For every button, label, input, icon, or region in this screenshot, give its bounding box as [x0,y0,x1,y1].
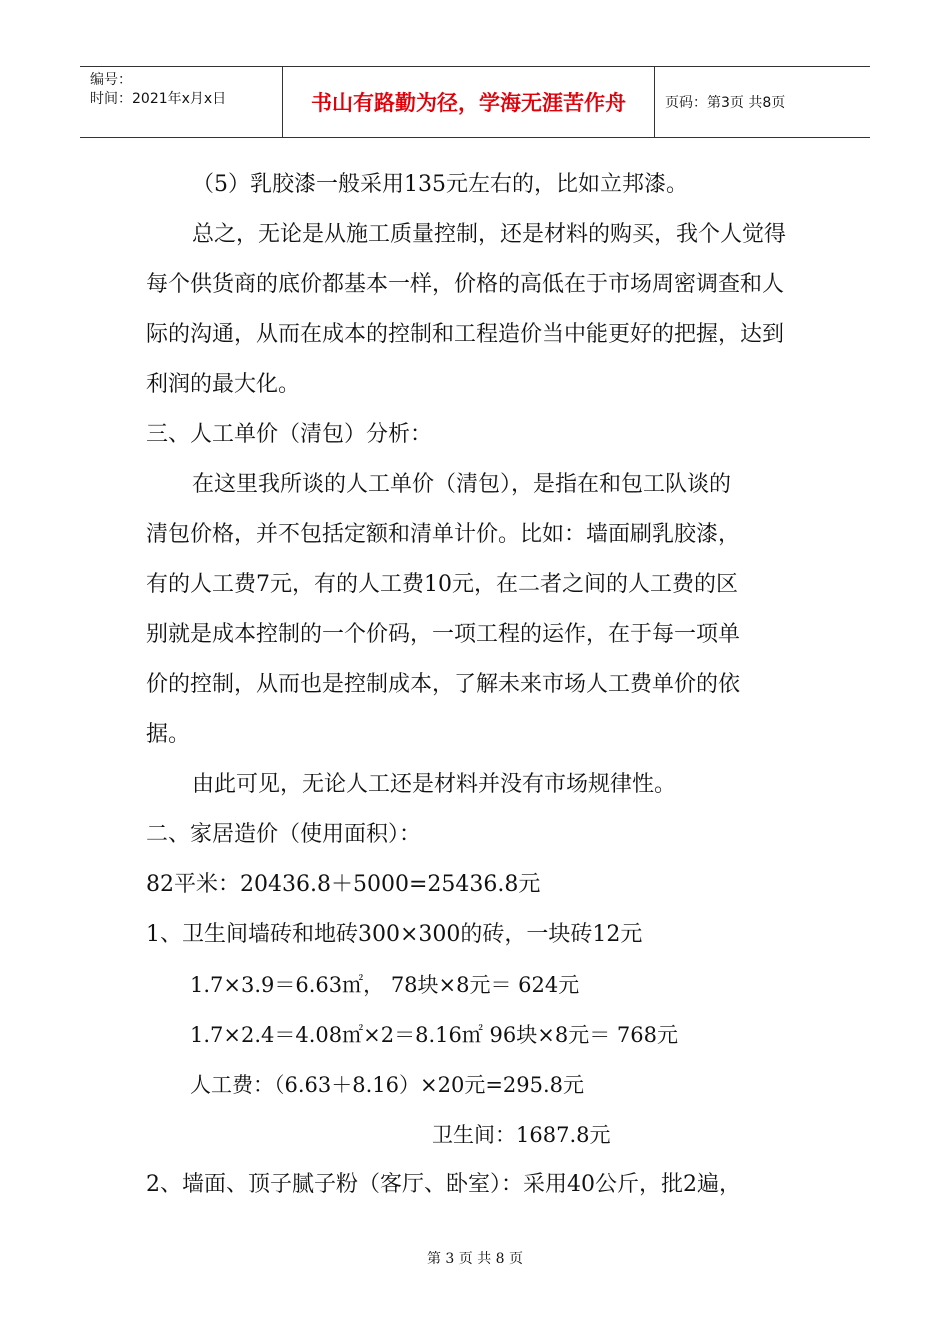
labor-cost-line: 人工费：（6.63＋8.16）×20元=295.8元 [190,1073,585,1097]
section-heading: 二、家居造价（使用面积）： [146,822,422,847]
calculation-line: 1.7×3.9＝6.63㎡， 78块×8元＝ 624元 [190,973,580,997]
paragraph-line: 由此可见，无论人工还是材料并没有市场规律性。 [192,772,677,797]
header-page-info: 页码：第3页 共8页 [665,95,786,111]
paragraph-line: 清包价格，并不包括定额和清单计价。比如：墙面刷乳胶漆， [146,522,741,547]
document-body [146,160,826,1210]
document-date-label: 时间：2021年x月x日 [90,91,227,107]
document-number-label: 编号： [90,72,132,88]
paragraph-line: 价的控制，从而也是控制成本，了解未来市场人工费单价的依 [146,672,741,697]
paragraph-line: 际的沟通，从而在成本的控制和工程造价当中能更好的把握，达到 [146,322,785,347]
paragraph-line: 有的人工费7元，有的人工费10元，在二者之间的人工费的区 [146,572,738,597]
paragraph-line: （5）乳胶漆一般采用135元左右的，比如立邦漆。 [192,172,688,197]
total-cost-line: 82平米：20436.8＋5000=25436.8元 [146,872,541,897]
page-header [80,66,870,138]
paragraph-line: 总之，无论是从施工质量控制，还是材料的购买，我个人觉得 [192,222,787,247]
header-motto: 书山有路勤为径，学海无涯苦作舟 [283,67,655,137]
item-heading: 1、卫生间墙砖和地砖300×300的砖，一块砖12元 [146,922,643,947]
header-meta [80,67,283,137]
paragraph-line: 别就是成本控制的一个价码，一项工程的运作，在于每一项单 [146,622,741,647]
paragraph-line: 每个供货商的底价都基本一样，价格的高低在于市场周密调查和人 [146,272,785,297]
calculation-line: 1.7×2.4＝4.08㎡×2＝8.16㎡ 96块×8元＝ 768元 [190,1023,678,1047]
paragraph-line: 利润的最大化。 [146,372,301,397]
page-footer: 第 3 页 共 8 页 [426,1251,524,1267]
item-heading: 2、墙面、顶子腻子粉（客厅、卧室）：采用40公斤，批2遍， [146,1172,741,1197]
subtotal-line: 卫生间：1687.8元 [432,1123,611,1147]
paragraph-line: 据。 [146,722,191,747]
section-heading: 三、人工单价（清包）分析： [146,422,433,447]
paragraph-line: 在这里我所谈的人工单价（清包），是指在和包工队谈的 [192,472,732,497]
